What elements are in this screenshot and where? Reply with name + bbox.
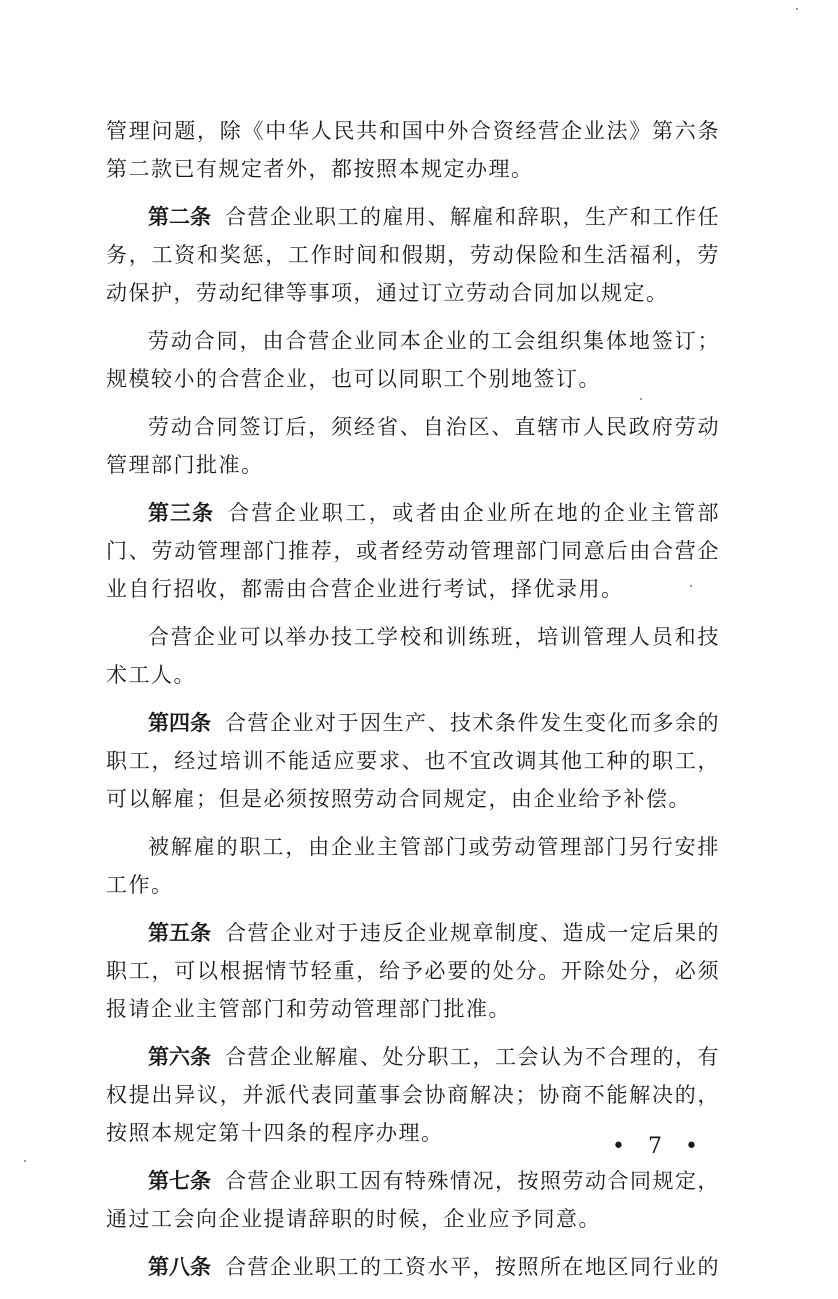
article-label: 第七条 bbox=[148, 1169, 211, 1193]
article-label: 第三条 bbox=[148, 501, 214, 525]
paragraph-text: 合营企业可以举办技工学校和训练班，培训管理人员和技术工人。 bbox=[106, 625, 720, 687]
paragraph-text: 合营企业对于因生产、技术条件发生变化而多余的职工，经过培训不能适应要求、也不宜改调其他工种的职工，可以解雇；但是必须按照劳动合同规定，由企业给予补偿。 bbox=[106, 711, 720, 811]
article-4 bbox=[106, 704, 720, 818]
scan-speck bbox=[640, 398, 642, 400]
article-label: 第二条 bbox=[148, 205, 211, 229]
paragraph-text: 合营企业对于违反企业规章制度、造成一定后果的职工，可以根据情节轻重，给予必要的处分。开除处分，必须报请企业主管部门和劳动管理部门批准。 bbox=[106, 921, 720, 1021]
article-label: 第四条 bbox=[148, 711, 211, 735]
paragraph-text: 合营企业职工因有特殊情况，按照劳动合同规定，通过工会向企业提请辞职的时候，企业应予同意。 bbox=[106, 1169, 720, 1231]
article-label: 第六条 bbox=[148, 1045, 211, 1069]
paragraph-text: 合营企业职工的雇用、解雇和辞职，生产和工作任务，工资和奖惩，工作时间和假期，劳动保险和生活福利，劳动保护，劳动纪律等事项，通过订立劳动合同加以规定。 bbox=[106, 205, 720, 305]
paragraph-text: 管理问题，除《中华人民共和国中外合资经营企业法》第六条第二款已有规定者外，都按照本规定办理。 bbox=[106, 119, 720, 181]
body-text bbox=[106, 112, 720, 1296]
paragraph-text: 合营企业职工，或者由企业所在地的企业主管部门、劳动管理部门推荐，或者经劳动管理部门同意后由合营企业自行招收，都需由合营企业进行考试，择优录用。 bbox=[106, 501, 721, 601]
paragraph-text: 劳动合同，由合营企业同本企业的工会组织集体地签订；规模较小的合营企业，也可以同职工个别地签订。 bbox=[106, 329, 720, 391]
paragraph-4 bbox=[106, 408, 720, 484]
paragraph-text: 合营企业职工的工资水平，按照所在地区同行业的 bbox=[225, 1255, 720, 1279]
paragraph-text: 劳动合同签订后，须经省、自治区、直辖市人民政府劳动管理部门批准。 bbox=[106, 415, 720, 477]
scan-speck bbox=[796, 8, 798, 10]
paragraph-3 bbox=[106, 322, 720, 398]
article-7 bbox=[106, 1162, 720, 1238]
scan-speck bbox=[690, 585, 692, 587]
scan-speck bbox=[24, 1160, 26, 1162]
paragraph-8 bbox=[106, 828, 720, 904]
paragraph-1 bbox=[106, 112, 720, 188]
page-number: • 7 • bbox=[612, 1134, 706, 1159]
article-5 bbox=[106, 914, 720, 1028]
article-label: 第五条 bbox=[148, 921, 211, 945]
article-8 bbox=[106, 1248, 720, 1286]
paragraph-text: 被解雇的职工，由企业主管部门或劳动管理部门另行安排工作。 bbox=[106, 835, 720, 897]
paragraph-text: 合营企业解雇、处分职工，工会认为不合理的，有权提出异议，并派代表同董事会协商解决；协商不能解决的，按照本规定第十四条的程序办理。 bbox=[106, 1045, 720, 1145]
article-2 bbox=[106, 198, 720, 312]
article-label: 第八条 bbox=[148, 1255, 211, 1279]
article-3 bbox=[106, 494, 720, 608]
paragraph-6 bbox=[106, 618, 720, 694]
